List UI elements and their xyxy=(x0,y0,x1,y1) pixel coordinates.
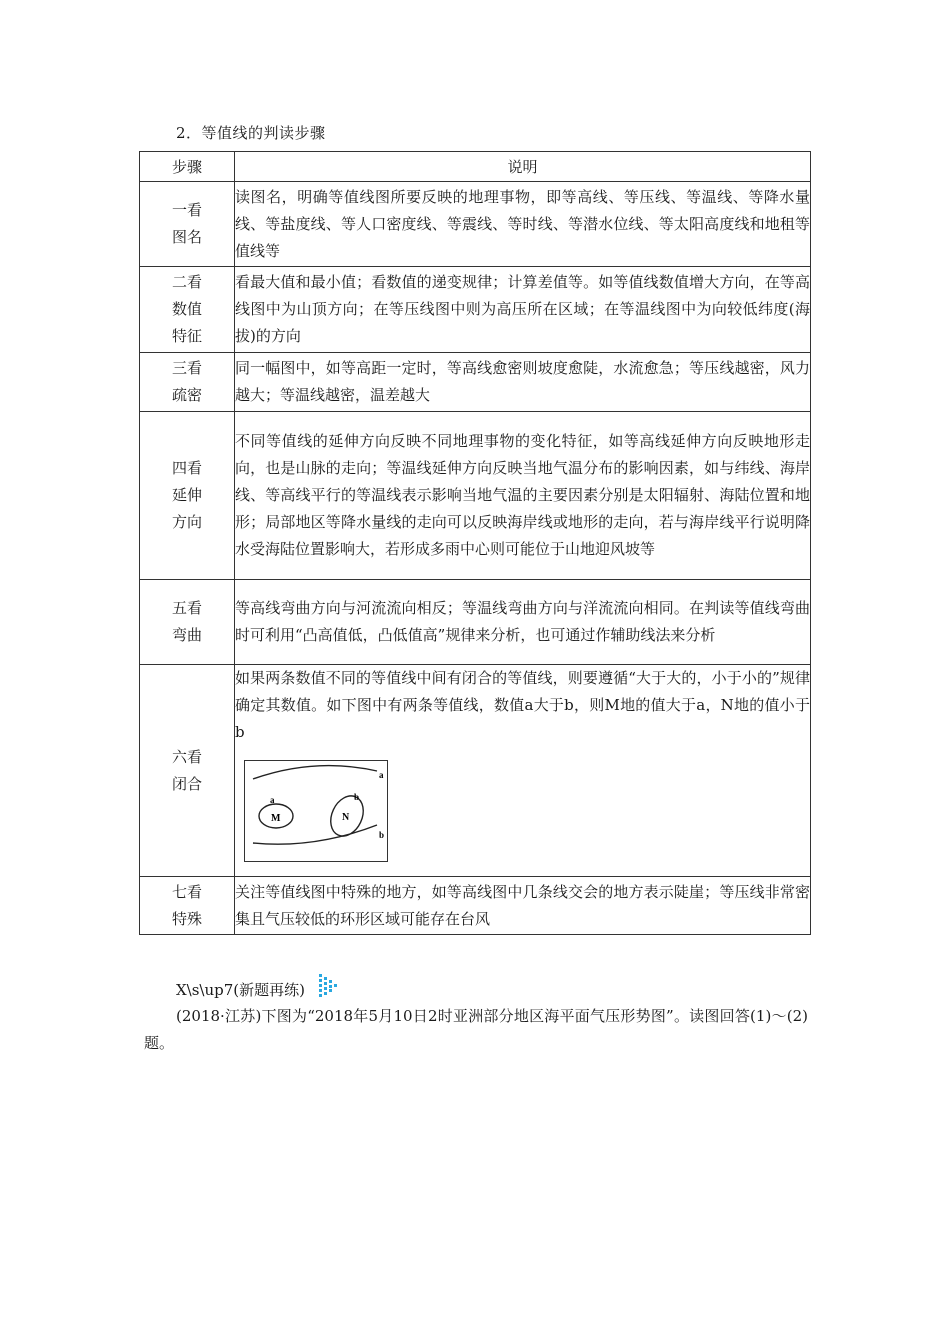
label-b-bottom: b xyxy=(379,830,385,840)
step-cell: 三看 疏密 xyxy=(140,353,235,412)
desc-cell: 看最大值和最小值；看数值的递变规律；计算差值等。如等值线数值增大方向，在等高线图中为山顶方向；在等压线图中则为高压所在区域；在等温线图中为向较低纬度(海拔)的方向 xyxy=(235,267,811,353)
table-row xyxy=(140,665,811,877)
arrow-graphic xyxy=(317,972,339,1002)
step-cell: 六看 闭合 xyxy=(140,665,235,877)
table-row xyxy=(140,182,811,267)
desc-text: 如果两条数值不同的等值线中间有闭合的等值线，则要遵循“大于大的，小于小的”规律确定其数值。如下图中有两条等值线，数值a大于b，则M地的值大于a，N地的值小于b xyxy=(235,669,810,741)
header-desc: 说明 xyxy=(235,152,811,182)
question-paragraph: (2018·江苏)下图为“2018年5月10日2时亚洲部分地区海平面气压形势图”。读图回答(1)～(2)题。 xyxy=(144,1007,808,1052)
label-a-inner: a xyxy=(270,795,275,805)
desc-cell: 等高线弯曲方向与河流流向相反；等温线弯曲方向与洋流流向相同。在判读等值线弯曲时可利用“凸高值低，凸低值高”规律来分析，也可通过作辅助线法来分析 xyxy=(235,580,811,665)
practice-label-line xyxy=(176,972,339,1006)
step-cell: 五看 弯曲 xyxy=(140,580,235,665)
label-n: N xyxy=(342,812,350,823)
section-heading: 2．等值线的判读步骤 xyxy=(176,124,326,142)
isoline-a xyxy=(253,766,377,779)
table-row xyxy=(140,877,811,935)
step-cell: 二看 数值 特征 xyxy=(140,267,235,353)
step-cell: 七看 特殊 xyxy=(140,877,235,935)
label-m: M xyxy=(271,813,281,824)
table-header-row xyxy=(140,152,811,182)
desc-cell: 读图名，明确等值线图所要反映的地理事物，即等高线、等压线、等温线、等降水量线、等盐度线、等人口密度线、等震线、等时线、等潜水位线、等太阳高度线和地租等值线等 xyxy=(235,182,811,267)
desc-cell xyxy=(235,665,811,877)
table-row xyxy=(140,412,811,580)
desc-cell: 关注等值线图中特殊的地方，如等高线图中几条线交会的地方表示陡崖；等压线非常密集且气压较低的环形区域可能存在台风 xyxy=(235,877,811,935)
isoline-figure xyxy=(244,760,388,862)
step-cell: 一看 图名 xyxy=(140,182,235,267)
table-row xyxy=(140,267,811,353)
desc-cell: 同一幅图中，如等高距一定时，等高线愈密则坡度愈陡，水流愈急；等压线越密，风力越大；等温线越密，温差越大 xyxy=(235,353,811,412)
play-arrow-icon xyxy=(317,972,339,1006)
step-cell: 四看 延伸 方向 xyxy=(140,412,235,580)
header-step: 步骤 xyxy=(140,152,235,182)
label-b-inner: b xyxy=(354,792,360,802)
practice-label: X\s\up7(新题再练) xyxy=(176,980,305,999)
table-row xyxy=(140,353,811,412)
steps-table xyxy=(139,151,811,935)
table-row xyxy=(140,580,811,665)
desc-cell: 不同等值线的延伸方向反映不同地理事物的变化特征，如等高线延伸方向反映地形走向，也是山脉的走向；等温线延伸方向反映当地气温分布的影响因素，如与纬线、海岸线、等高线平行的等温线表示影响当地气温的主要因素分别是太阳辐射、海陆位置和地形；局部地区等降水量线的走向可以反映海岸线或地形的走向，若与海岸线平行说明降水受海陆位置影响大，若形成多雨中心则可能位于山地迎风坡等 xyxy=(235,412,811,580)
label-a-top: a xyxy=(379,770,384,780)
